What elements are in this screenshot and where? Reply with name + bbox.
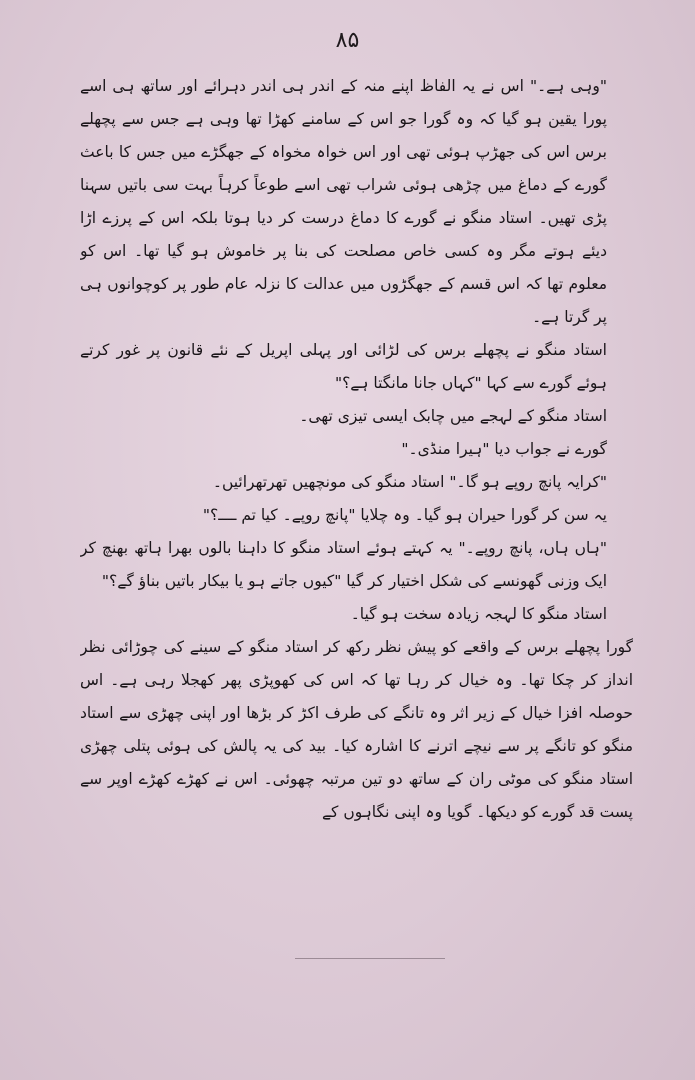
paragraph: استاد منگو نے پچھلے برس کی لڑائی اور پہلی اپریل کے نئے قانون پر غور کرتے ہوئے گورے سے کہا "کہاں جانا مانگتا ہے؟" xyxy=(80,341,607,392)
paragraph: گورے نے جواب دیا "ہیرا منڈی۔" xyxy=(401,440,607,458)
paragraph: یہ سن کر گورا حیران ہو گیا۔ وہ چلایا "پانچ روپے۔ کیا تم ــــ؟" xyxy=(202,506,607,524)
divider xyxy=(295,958,445,959)
paragraph: استاد منگو کے لہجے میں چابک ایسی تیزی تھی۔ xyxy=(299,407,607,425)
page-body xyxy=(80,70,633,940)
paragraph: "ہاں ہاں، پانچ روپے۔" یہ کہتے ہوئے استاد منگو کا داہنا بالوں بھرا ہاتھ بھنچ کر ایک وزنی گھونسے کی شکل اختیار کر گیا "کیوں جاتے ہو یا بیکار باتیں بناؤ گے؟" xyxy=(80,539,607,590)
paragraph: گورا پچھلے برس کے واقعے کو پیش نظر رکھ کر استاد منگو کے سینے کی چوڑائی نظر انداز کر چکا تھا۔ وہ خیال کر رہا تھا کہ اس کی کھوپڑی پھر کھجلا رہی ہے۔ اس حوصلہ افزا خیال کے زیر اثر وہ تانگے کی طرف اکڑ کر بڑھا اور اپنی چھڑی سے استاد منگو کو تانگے پر سے نیچے اترنے کا اشارہ کیا۔ بید کی یہ پالش کی ہوئی پتلی چھڑی استاد منگو کی موٹی ران کے ساتھ دو تین مرتبہ چھوئی۔ اس نے کھڑے کھڑے اوپر سے پست قد گورے کو دیکھا۔ گویا وہ اپنی نگاہوں کے xyxy=(80,638,633,821)
page-number: ۸۵ xyxy=(335,28,360,53)
paragraph: "کرایہ پانچ روپے ہو گا۔" استاد منگو کی مونچھیں تھرتھرائیں۔ xyxy=(212,473,607,491)
paragraph: استاد منگو کا لہجہ زیادہ سخت ہو گیا۔ xyxy=(350,605,607,623)
paragraph: "وہی ہے۔" اس نے یہ الفاظ اپنے منہ کے اندر ہی اندر دہرائے اور ساتھ ہی اسے پورا یقین ہو گیا کہ وہ گورا جو اس کے سامنے کھڑا تھا وہی ہے جس سے پچھلے برس اس کی جھڑپ ہوئی تھی اور اس خواہ مخواہ کے جھگڑے میں جس کا باعث گورے کے دماغ میں چڑھی ہوئی شراب تھی اسے طوعاً کرہاً بہت سی باتیں سہنا پڑی تھیں۔ استاد منگو نے گورے کا دماغ درست کر دیا ہوتا بلکہ اس کے پرزے اڑا دیئے ہوتے مگر وہ کسی خاص مصلحت کی بنا پر خاموش ہو گیا تھا۔ اس کو معلوم تھا کہ اس قسم کے جھگڑوں میں عدالت کا نزلہ عام طور پر کوچوانوں ہی پر گرتا ہے۔ xyxy=(80,77,607,326)
